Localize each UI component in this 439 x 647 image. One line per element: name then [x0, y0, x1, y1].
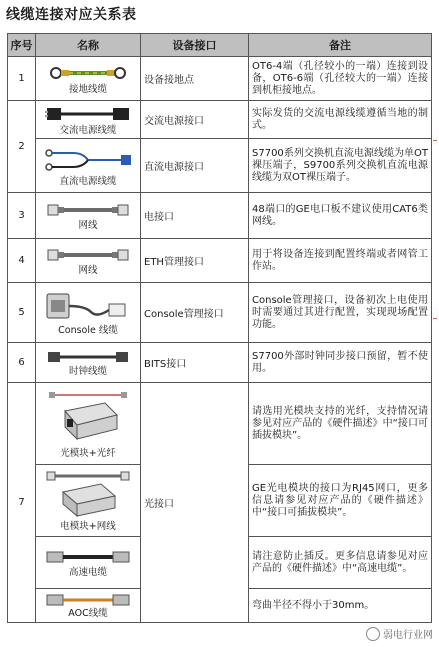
port-name: Console管理接口 [141, 283, 249, 343]
network-cable-icon [46, 201, 130, 219]
cable-name: 光模块+光纤 [60, 447, 116, 459]
header-no: 序号 [8, 34, 36, 57]
optical-module-icon [45, 389, 131, 447]
note-text: S7700系列交换机直流电源线缆为单OT裸压端子，S9700系列交换机直流电源线缆为双OT裸压端子。 [249, 139, 432, 193]
table-row [8, 101, 432, 139]
note-text: S7700外部时钟同步接口预留，暂不使用。 [249, 343, 432, 383]
console-cable-icon [45, 290, 131, 324]
watermark-text: 弱电行业网 [383, 630, 433, 641]
port-name: BITS接口 [141, 343, 249, 383]
table-row [8, 383, 432, 465]
network-cable-icon [46, 246, 130, 264]
note-text: 用于将设备连接到配置终端或者网管工作站。 [249, 239, 432, 283]
cable-name: 电模块+网线 [60, 520, 116, 532]
note-text: Console管理接口，设备初次上电使用时需要通过其进行配置，实现现场配置功能。 [249, 283, 432, 343]
note-text: 48端口的GE电口板不建议使用CAT6类网线。 [249, 193, 432, 239]
port-name: 光接口 [141, 383, 249, 623]
note-text: 请注意防止插反。更多信息请参见对应产品的《硬件描述》中“高速电缆”。 [249, 537, 432, 589]
page-title: 线缆连接对应关系表 [6, 7, 137, 23]
margin-mark [433, 318, 437, 319]
electrical-module-icon [45, 470, 131, 520]
margin-mark [433, 140, 437, 141]
dc-power-cable-icon [43, 145, 133, 175]
ac-power-cable-icon [45, 104, 131, 124]
cable-table [7, 33, 432, 623]
cable-name: 接地线缆 [68, 83, 107, 95]
cable-name: 网线 [78, 264, 98, 276]
row-number: 3 [8, 193, 36, 239]
port-name: 直流电源接口 [141, 139, 249, 193]
watermark [366, 626, 433, 641]
header-note: 备注 [249, 34, 432, 57]
cable-name: Console 线缆 [58, 324, 118, 336]
header-name: 名称 [36, 34, 141, 57]
table-row [8, 139, 432, 193]
row-number: 6 [8, 343, 36, 383]
cable-name: 直流电源线缆 [59, 175, 117, 187]
table-row [8, 239, 432, 283]
note-text: OT6-4端（孔径较小的一端）连接到设备，OT6-6端（孔径较大的一端）连接到机柜接地点。 [249, 57, 432, 101]
row-number: 4 [8, 239, 36, 283]
cable-name: 网线 [78, 219, 98, 231]
row-number: 7 [8, 383, 36, 623]
cable-name: 时钟线缆 [68, 365, 107, 377]
port-name: 设备接地点 [141, 57, 249, 101]
note-text: 弯曲半径不得小于30mm。 [249, 589, 432, 623]
cable-name: 高速电缆 [68, 566, 107, 578]
high-speed-cable-icon [45, 548, 131, 566]
table-row [8, 57, 432, 101]
table-row [8, 343, 432, 383]
row-number: 1 [8, 57, 36, 101]
note-text: GE光电模块的接口为RJ45网口，更多信息请参见对应产品的《硬件描述》中“接口可插拔模块”。 [249, 465, 432, 537]
row-number: 5 [8, 283, 36, 343]
table-header-row [8, 34, 432, 57]
table-row [8, 193, 432, 239]
wechat-icon [366, 627, 380, 641]
note-text: 请选用光模块支持的光纤，支持情况请参见对应产品的《硬件描述》中“接口可插拔模块”。 [249, 383, 432, 465]
aoc-cable-icon [45, 593, 131, 607]
port-name: 电接口 [141, 193, 249, 239]
port-name: 交流电源接口 [141, 101, 249, 139]
cable-name: AOC线缆 [68, 607, 108, 619]
note-text: 实际发货的交流电源线缆遵循当地的制式。 [249, 101, 432, 139]
cable-name: 交流电源线缆 [59, 124, 117, 136]
port-name: ETH管理接口 [141, 239, 249, 283]
row-number: 2 [8, 101, 36, 193]
ground-cable-icon [48, 63, 128, 83]
clock-cable-icon [46, 349, 130, 365]
header-port: 设备接口 [141, 34, 249, 57]
table-row [8, 283, 432, 343]
